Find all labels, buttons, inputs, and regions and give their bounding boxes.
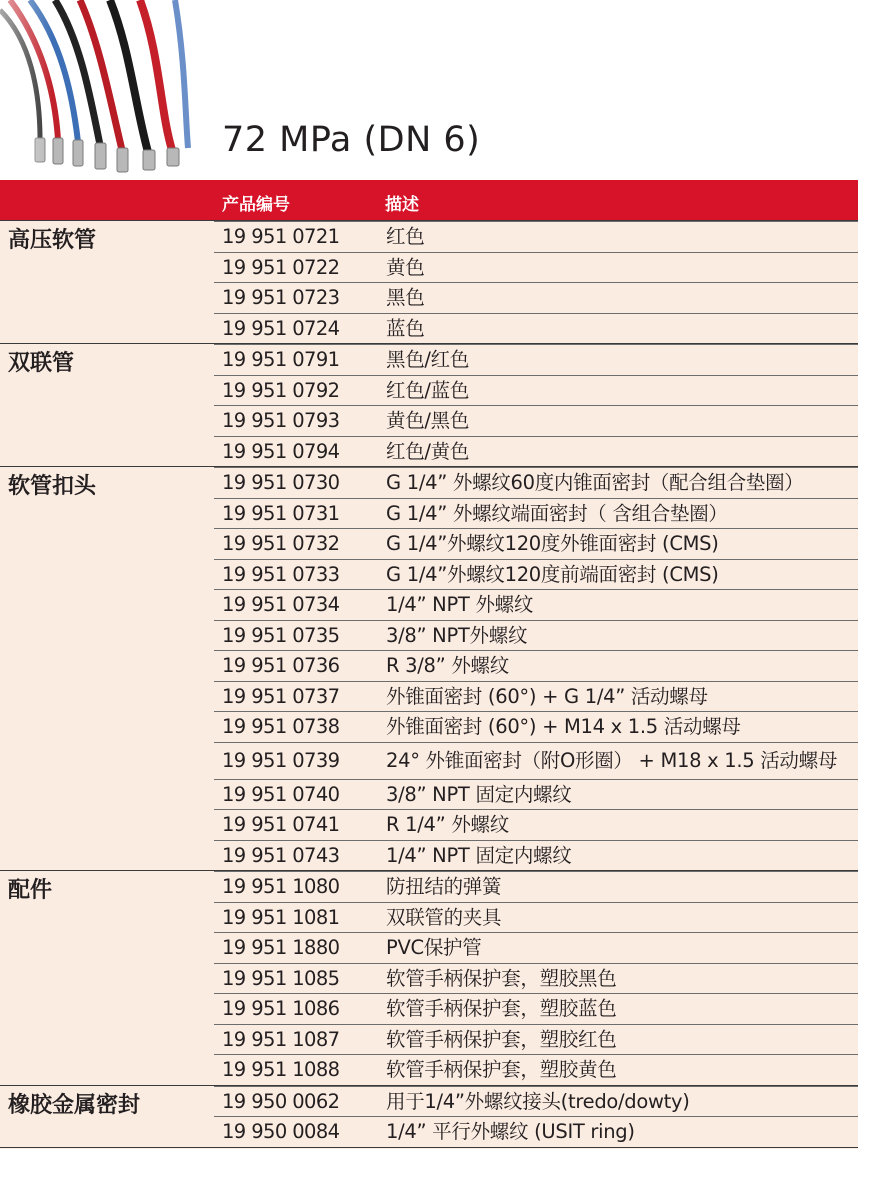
product-group xyxy=(0,1085,858,1147)
table-row xyxy=(214,963,858,994)
product-code: 19 951 0736 xyxy=(222,654,340,677)
table-row xyxy=(214,528,858,559)
product-description: R 3/8” 外螺纹 xyxy=(386,654,509,677)
table-row xyxy=(214,344,858,375)
product-description: 外锥面密封 (60°) + G 1/4” 活动螺母 xyxy=(386,684,708,708)
product-code: 19 951 0724 xyxy=(222,316,340,340)
table-row xyxy=(214,559,858,590)
product-code: 19 951 0794 xyxy=(222,439,340,463)
product-description: G 1/4”外螺纹120度前端面密封 (CMS) xyxy=(386,562,719,586)
product-code: 19 951 0741 xyxy=(222,813,340,836)
table-row xyxy=(214,871,858,902)
table-row xyxy=(214,809,858,840)
product-description: 3/8” NPT 固定内螺纹 xyxy=(386,782,572,806)
product-code: 19 951 0740 xyxy=(222,782,340,806)
product-code: 19 951 1880 xyxy=(222,936,340,959)
product-code: 19 951 0733 xyxy=(222,562,340,586)
product-description: 防扭结的弹簧 xyxy=(386,875,502,898)
table-row xyxy=(214,1024,858,1055)
product-description: 24° 外锥面密封（附O形圈） + M18 x 1.5 活动螺母 xyxy=(386,748,838,772)
product-description: 软管手柄保护套，塑胶黄色 xyxy=(386,1058,617,1081)
product-description: 红色/黄色 xyxy=(386,439,470,463)
table-row xyxy=(214,650,858,681)
group-label: 高压软管 xyxy=(8,228,97,253)
product-description: G 1/4” 外螺纹60度内锥面密封（配合组合垫圈） xyxy=(386,471,804,494)
product-code: 19 951 0722 xyxy=(222,255,340,279)
group-label: 软管扣头 xyxy=(8,474,97,499)
product-code: 19 951 1080 xyxy=(222,875,340,898)
product-description: 双联管的夹具 xyxy=(386,905,502,929)
product-description: 红色 xyxy=(386,225,425,248)
product-table xyxy=(0,180,858,1149)
product-code: 19 951 1087 xyxy=(222,1027,340,1051)
table-row xyxy=(214,282,858,313)
product-code: 19 951 0743 xyxy=(222,843,340,867)
hose-illustration xyxy=(0,0,210,178)
product-description: 黄色/黑色 xyxy=(386,409,470,432)
table-row xyxy=(214,620,858,651)
product-description: G 1/4”外螺纹120度外锥面密封 (CMS) xyxy=(386,532,719,555)
product-code: 19 951 0723 xyxy=(222,286,340,309)
table-row xyxy=(214,1086,858,1117)
product-code: 19 950 0062 xyxy=(222,1089,340,1113)
product-description: 3/8” NPT外螺纹 xyxy=(386,623,528,647)
product-group xyxy=(0,466,858,870)
table-row xyxy=(214,405,858,436)
table-row xyxy=(214,498,858,529)
table-row xyxy=(214,1054,858,1085)
product-description: G 1/4” 外螺纹端面密封（ 含组合垫圈） xyxy=(386,501,728,525)
product-description: 1/4” NPT 固定内螺纹 xyxy=(386,843,572,867)
group-label: 配件 xyxy=(8,878,53,903)
product-description: PVC保护管 xyxy=(386,936,482,959)
product-description: 用于1/4”外螺纹接头(tredo/dowty) xyxy=(386,1089,690,1113)
header-code: 产品编号 xyxy=(222,195,290,215)
table-row xyxy=(214,902,858,933)
page-title: 72 MPa (DN 6) xyxy=(222,120,481,160)
group-label: 双联管 xyxy=(8,351,75,376)
group-label: 橡胶金属密封 xyxy=(8,1092,141,1118)
product-group xyxy=(0,870,858,1085)
table-row xyxy=(214,932,858,963)
product-code: 19 951 0791 xyxy=(222,348,340,371)
product-code: 19 951 0737 xyxy=(222,684,340,708)
table-row xyxy=(214,840,858,871)
hose-product-image xyxy=(0,0,210,178)
product-description: 软管手柄保护套，塑胶蓝色 xyxy=(386,997,617,1020)
product-description: 软管手柄保护套，塑胶红色 xyxy=(386,1027,617,1051)
product-code: 19 950 0084 xyxy=(222,1120,340,1143)
product-description: 外锥面密封 (60°) + M14 x 1.5 活动螺母 xyxy=(386,715,741,738)
table-row xyxy=(214,779,858,810)
product-description: 黄色 xyxy=(386,255,425,279)
product-code: 19 951 1081 xyxy=(222,905,340,929)
table-row xyxy=(214,252,858,283)
product-description: R 1/4” 外螺纹 xyxy=(386,813,509,836)
table-row xyxy=(214,375,858,406)
product-code: 19 951 0738 xyxy=(222,715,340,738)
product-group xyxy=(0,343,858,466)
table-row xyxy=(214,1116,858,1147)
product-code: 19 951 0734 xyxy=(222,593,340,616)
table-header xyxy=(0,180,858,220)
table-row xyxy=(214,436,858,467)
table-row xyxy=(214,993,858,1024)
product-code: 19 951 0792 xyxy=(222,378,340,402)
table-row xyxy=(214,589,858,620)
product-description: 1/4” NPT 外螺纹 xyxy=(386,593,534,616)
product-description: 黑色/红色 xyxy=(386,348,470,371)
product-code: 19 951 1088 xyxy=(222,1058,340,1081)
table-row xyxy=(214,711,858,742)
table-row xyxy=(214,742,858,779)
table-row xyxy=(214,313,858,344)
product-code: 19 951 0730 xyxy=(222,471,340,494)
table-bottom-border xyxy=(0,1147,858,1149)
product-code: 19 951 0721 xyxy=(222,225,340,248)
product-group xyxy=(0,220,858,343)
product-code: 19 951 1085 xyxy=(222,966,340,990)
product-description: 软管手柄保护套，塑胶黑色 xyxy=(386,966,617,990)
product-code: 19 951 0739 xyxy=(222,748,340,772)
product-description: 蓝色 xyxy=(386,316,425,340)
table-body xyxy=(0,220,858,1149)
product-code: 19 951 0793 xyxy=(222,409,340,432)
product-code: 19 951 1086 xyxy=(222,997,340,1020)
product-description: 红色/蓝色 xyxy=(386,378,470,402)
product-code: 19 951 0732 xyxy=(222,532,340,555)
product-code: 19 951 0735 xyxy=(222,623,340,647)
product-description: 黑色 xyxy=(386,286,425,309)
product-description: 1/4” 平行外螺纹 (USIT ring) xyxy=(386,1120,635,1143)
product-code: 19 951 0731 xyxy=(222,501,340,525)
table-row xyxy=(214,467,858,498)
table-row xyxy=(214,681,858,712)
header-description: 描述 xyxy=(385,195,419,215)
table-row xyxy=(214,221,858,252)
